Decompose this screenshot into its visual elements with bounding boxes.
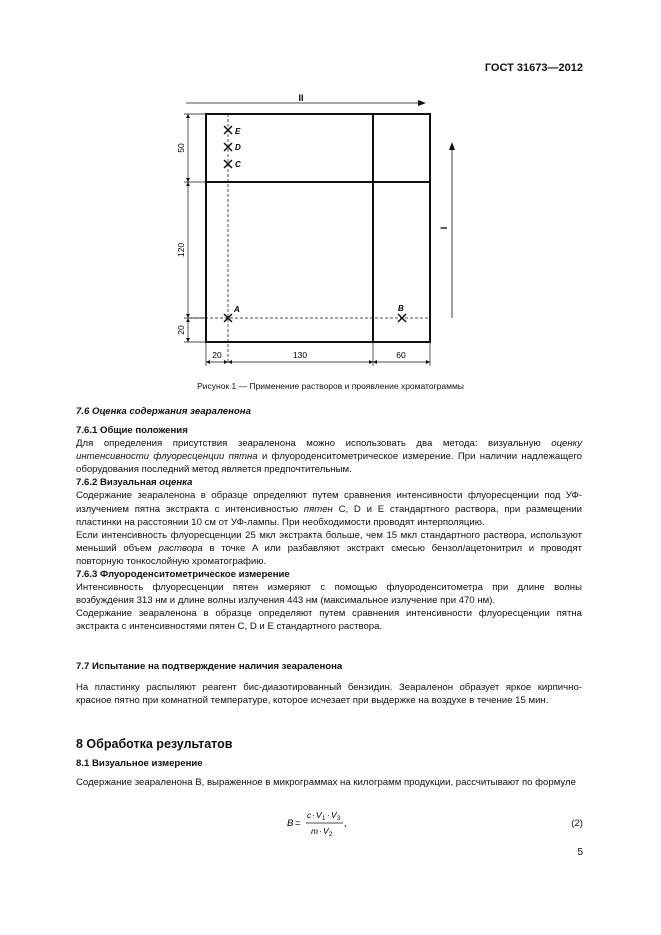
formula-dot: ·: [312, 810, 315, 820]
paragraph-7-6-1: [76, 437, 582, 476]
section-7-6-1: [76, 424, 582, 634]
text-run: 7.6.2 Визуальная: [76, 477, 160, 489]
spot-d: [224, 143, 241, 152]
dim-arrow: [373, 360, 377, 364]
spot-a: [224, 305, 240, 322]
formula-v2: V: [323, 826, 329, 836]
text-run-italic: оценку интенсивности флуоресценции пятна: [76, 438, 582, 463]
dim-arrow: [186, 314, 190, 318]
text-run-italic: оценка: [159, 477, 193, 489]
text-run: Для определения присутствия зеараленона можно использовать два метода: визуальную: [76, 438, 552, 450]
dim-arrow: [186, 318, 190, 322]
page-number: 5: [577, 847, 583, 858]
arrow-head-ii: [418, 100, 426, 106]
paragraph-7-6-3-a: Интенсивность флуоресценции пятен измеряют с помощью флуороденситометра при длине волны возбуждения 313 нм и длине волны излучения 443 нм (максимальное излучение при 470 нм).: [76, 582, 582, 607]
formula-eq: =: [295, 818, 301, 829]
heading-7-7: 7.7 Испытание на подтверждение наличия зеараленона: [76, 661, 343, 672]
dim-left-50: 50: [176, 143, 186, 153]
formula-c: c: [307, 810, 312, 820]
spot-c: [224, 160, 241, 169]
formula-dot: ·: [319, 826, 322, 836]
paragraph-7-6-3-b: Содержание зеараленона в образце определяют путем сравнения интенсивности флуоресценции пятна экстракта с интенсивностями пятен C, D и E стандартного раствора.: [76, 608, 582, 633]
text-run: в точке A или разбавляют экстракт смесью бензол/ацетонитрил и проводят повторную тонкослойную хроматографию.: [76, 542, 582, 567]
svg-text:D: D: [235, 143, 241, 152]
svg-text:E: E: [235, 127, 241, 136]
dim-arrow: [186, 114, 190, 118]
document-header: ГОСТ 31673—2012: [484, 62, 583, 74]
dim-arrow: [426, 360, 430, 364]
arrow-head-i: [449, 142, 455, 150]
paragraph-8-1: Содержание зеараленона B, выраженное в микрограммах на килограмм продукции, рассчитывают по формуле: [76, 777, 576, 789]
spot-b: [398, 304, 406, 322]
formula-comma: ,: [344, 818, 347, 829]
formula-lhs: B: [287, 818, 294, 829]
text-run: и флуороденситометрическое измерение. При наличии надлежащего оборудования последний метод является предпочтительным.: [76, 451, 582, 476]
dim-left-120: 120: [176, 242, 186, 258]
svg-text:A: A: [234, 305, 240, 314]
dim-arrow: [228, 360, 232, 364]
heading-7-6-2: [76, 476, 582, 489]
text-run: Содержание зеараленона в образце определяют путем сравнения интенсивности флуоресценции под УФ-излучением пятна экстракта с интенсивностью: [76, 490, 582, 515]
figure-caption: Рисунок 1 — Применение растворов и проявление хроматограммы: [197, 381, 464, 391]
dim-bottom-130: 130: [292, 350, 308, 360]
text-run: Если интенсивность флуоресценции 25 мкл экстракта больше, чем 15 мкл стандартного раствора, используют меньший объем: [76, 529, 582, 554]
svg-text:C: C: [235, 160, 241, 169]
formula-dot: ·: [327, 810, 330, 820]
formula-v3-sub: 3: [337, 816, 341, 822]
formula-v3: V: [331, 810, 337, 820]
section-8: [76, 738, 582, 789]
chromatogram-figure: [170, 86, 460, 371]
heading-8: 8 Обработка результатов: [76, 737, 233, 751]
heading-7-6-3: 7.6.3 Флуороденситометрическое измерение: [76, 569, 290, 581]
dim-arrow: [369, 360, 373, 364]
heading-7-6: 7.6 Оценка содержания зеараленона: [76, 406, 251, 417]
paragraph-7-7: На пластинку распыляют реагент бис-диазотированный бензидин. Зеараленон образует яркое кирпично-красное пятно при комнатной температуре, которое исчезает при выдержке на воздухе в течение 15 мин.: [76, 682, 582, 707]
spot-e: [224, 126, 241, 136]
label-i: I: [439, 226, 449, 230]
text-run: C, D и E стандартного раствора, при размещении пластинки на расстоянии 10 см от УФ-лампы. При необходимости проводят интерполяцию.: [76, 503, 582, 528]
dim-arrow: [206, 360, 210, 364]
formula-m: m: [311, 826, 319, 836]
formula-2: [287, 806, 377, 842]
formula-v2-sub: 2: [329, 832, 333, 838]
dim-arrow: [186, 178, 190, 182]
heading-7-6-1: 7.6.1 Общие положения: [76, 425, 188, 436]
dim-arrow: [224, 360, 228, 364]
formula-v1-sub: 1: [322, 816, 326, 822]
section-7-6: [76, 405, 582, 418]
paragraph-7-6-2-a: [76, 489, 582, 528]
text-run-italic: пятен: [303, 503, 333, 515]
equation-number: (2): [571, 818, 583, 829]
heading-8-1: 8.1 Визуальное измерение: [76, 758, 203, 770]
dim-arrow: [186, 338, 190, 342]
dim-arrow: [186, 182, 190, 186]
dim-bottom-20: 20: [212, 350, 222, 360]
paragraph-7-6-2-b: [76, 529, 582, 568]
section-7-7: [76, 660, 582, 707]
label-ii: II: [298, 93, 304, 103]
formula-v1: V: [316, 810, 322, 820]
text-run-italic: раствора: [158, 542, 203, 554]
svg-text:B: B: [398, 304, 404, 313]
dim-left-20: 20: [176, 325, 186, 335]
dim-bottom-60: 60: [396, 350, 406, 360]
